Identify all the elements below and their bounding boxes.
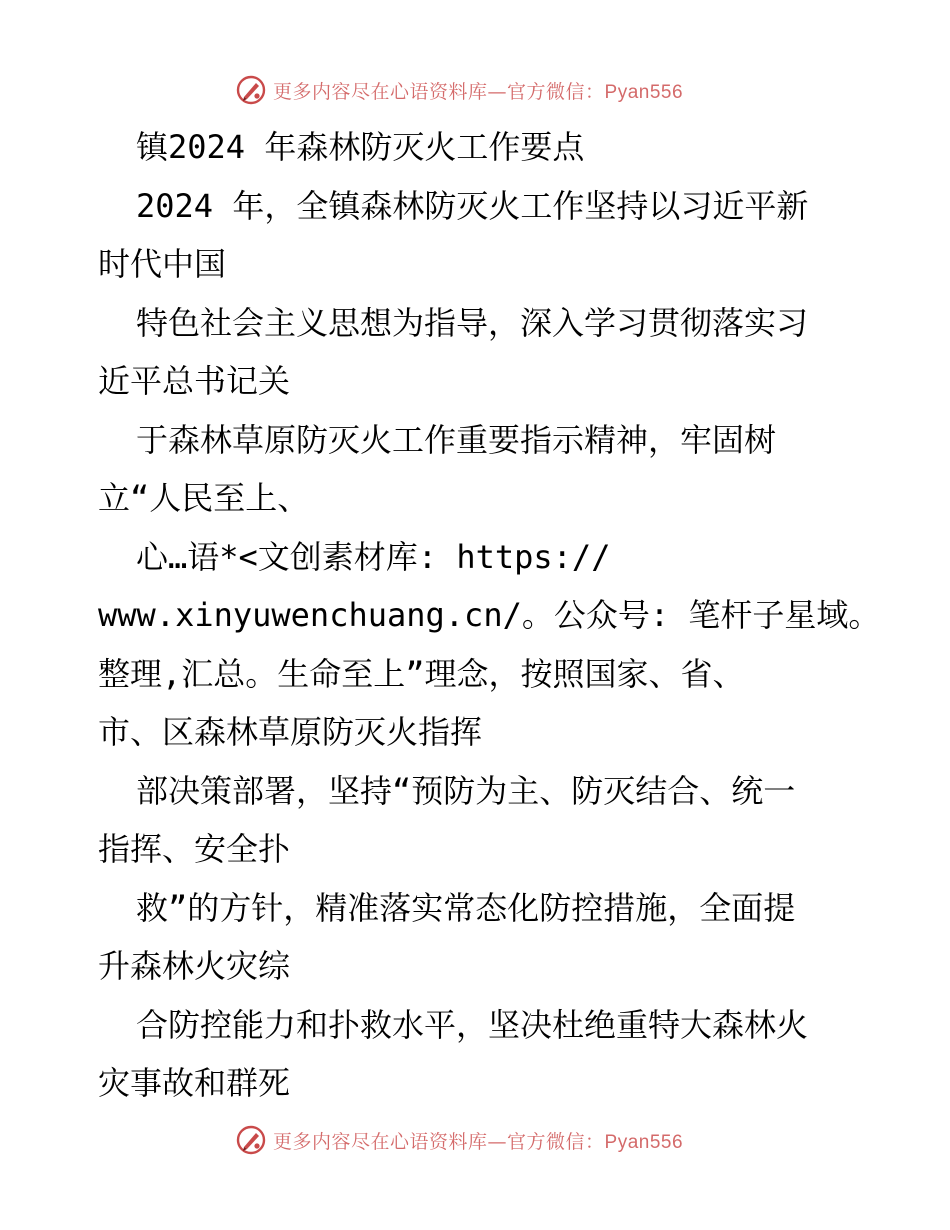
header-banner <box>235 72 715 108</box>
header-banner-label: 更多内容尽在心语资料库—官方微信：Pyan556 <box>273 80 684 103</box>
pen-logo-icon <box>235 74 267 106</box>
text-line: 灾事故和群死 <box>98 1064 291 1102</box>
pen-logo-icon <box>235 1124 267 1156</box>
footer-banner <box>235 1122 715 1158</box>
text-line: 指挥、安全扑 <box>98 830 291 868</box>
text-line: 2024 年，全镇森林防灭火工作坚持以习近平新 <box>136 186 809 225</box>
footer-banner-label: 更多内容尽在心语资料库—官方微信：Pyan556 <box>273 1130 684 1153</box>
document-title: 镇2024 年森林防灭火工作要点 <box>136 128 585 166</box>
text-line: www.xinyuwenchuang.cn/。公众号: 笔杆子星域。 <box>98 596 881 634</box>
text-line: 救”的方针，精准落实常态化防控措施，全面提 <box>136 888 796 927</box>
text-line: 于森林草原防灭火工作重要指示精神，牢固树 <box>136 420 777 459</box>
text-line: 市、区森林草原防灭火指挥 <box>98 713 483 751</box>
text-line: 整理,汇总。生命至上”理念，按照国家、省、 <box>98 654 745 693</box>
document-body <box>98 118 881 1113</box>
text-line: 时代中国 <box>98 245 227 283</box>
footer-wechat-id: Pyan556 <box>604 1131 684 1153</box>
text-line: 升森林火灾综 <box>98 947 291 985</box>
text-line: 心…语*<文创素材库: https:// <box>136 537 611 576</box>
text-line: 近平总书记关 <box>98 362 291 400</box>
text-line: 立“人民至上、 <box>98 479 310 517</box>
header-wechat-id: Pyan556 <box>604 81 684 103</box>
text-line: 特色社会主义思想为指导，深入学习贯彻落实习 <box>136 303 809 342</box>
text-line: 合防控能力和扑救水平，坚决杜绝重特大森林火 <box>136 1005 809 1044</box>
text-line: 部决策部署，坚持“预防为主、防灭结合、统一 <box>136 771 796 810</box>
